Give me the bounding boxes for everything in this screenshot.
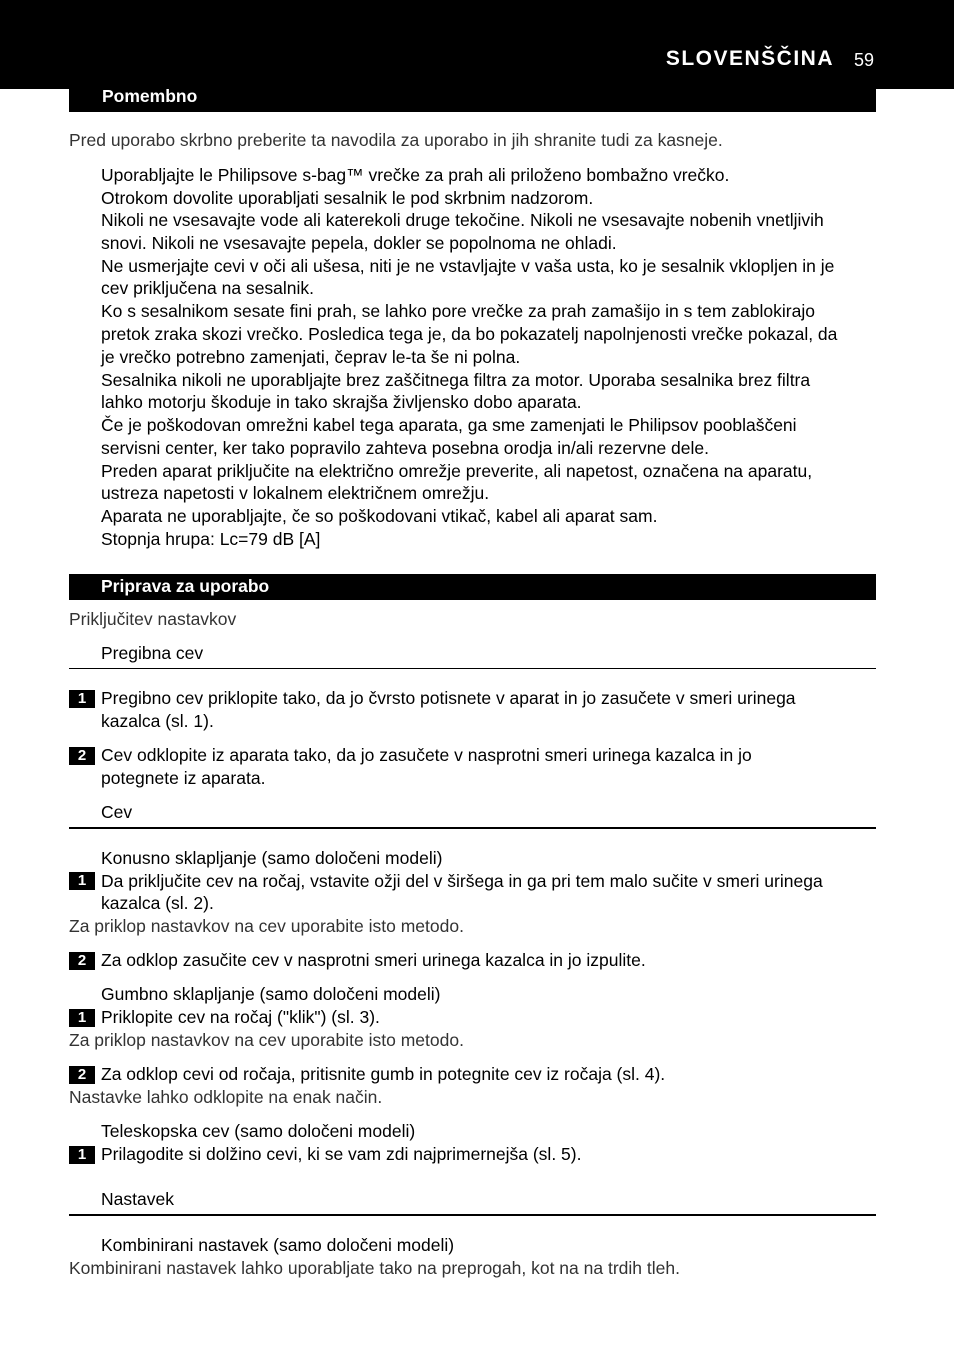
step-text: Prilagodite si dolžino cevi, ki se vam zdi najprimernejša (sl. 5).: [101, 1144, 582, 1164]
step-number: 1: [69, 1009, 95, 1027]
note-text: Nastavke lahko odklopite na enak način.: [69, 1087, 383, 1107]
warning-line: Ne usmerjajte cevi v oči ali ušesa, niti je ne vstavljajte v vaša usta, ko je sesalnik vklopljen in je: [101, 256, 835, 276]
warning-line: Uporabljajte le Philipsove s-bag™ vrečke za prah ali priloženo bombažno vrečko.: [101, 165, 730, 185]
warning-line: Če je poškodovan omrežni kabel tega aparata, ga sme zamenjati le Philipsov pooblaščeni: [101, 415, 797, 435]
step-number: 1: [69, 690, 95, 708]
step-text: Cev odklopite iz aparata tako, da jo zasučete v nasprotni smeri urinega kazalca in jo: [101, 745, 752, 765]
subheading-gumbno: Gumbno sklapljanje (samo določeni modeli): [101, 984, 441, 1004]
note-text: Za priklop nastavkov na cev uporabite isto metodo.: [69, 916, 464, 936]
warning-line: servisni center, ker tako popravilo zahteva posebna orodja in/ali rezervne dele.: [101, 438, 709, 458]
warning-line: pretok zraka skozi vrečko. Posledica tega je, da bo pokazatelj napolnjenosti vrečke pokazal, da: [101, 324, 838, 344]
step-text: Za odklop zasučite cev v nasprotni smeri urinega kazalca in jo izpulite.: [101, 950, 646, 970]
subheading-konusno: Konusno sklapljanje (samo določeni modeli): [101, 848, 443, 868]
step-text: Za odklop cevi od ročaja, pritisnite gumb in potegnite cev iz ročaja (sl. 4).: [101, 1064, 666, 1084]
subheading-nastavek: Nastavek: [101, 1189, 174, 1209]
step-number: 1: [69, 872, 95, 890]
divider: [69, 827, 876, 829]
warning-line: Sesalnika nikoli ne uporabljajte brez zaščitnega filtra za motor. Uporaba sesalnika brez filtra: [101, 370, 811, 390]
warning-line: Ko s sesalnikom sesate fini prah, se lahko pore vrečke za prah zamašijo in s tem zablokirajo: [101, 301, 815, 321]
divider: [69, 1214, 876, 1216]
step-text: Pregibno cev priklopite tako, da jo čvrsto potisnete v aparat in jo zasučete v smeri urinega: [101, 688, 796, 708]
step-number: 2: [69, 1066, 95, 1084]
intro-text: Pred uporabo skrbno preberite ta navodila za uporabo in jih shranite tudi za kasneje.: [69, 130, 723, 150]
warning-line: snovi. Nikoli ne vsesavajte pepela, dokler se popolnoma ne ohladi.: [101, 233, 617, 253]
subheading-teleskopska: Teleskopska cev (samo določeni modeli): [101, 1121, 416, 1141]
page-number: 59: [853, 50, 874, 70]
step-text: kazalca (sl. 2).: [101, 893, 214, 913]
header-bar: [0, 0, 954, 89]
step-number: 2: [69, 952, 95, 970]
prep-subtitle: Priključitev nastavkov: [69, 609, 237, 629]
section-heading-priprava: Priprava za uporabo: [69, 574, 876, 600]
warning-line: Preden aparat priključite na električno omrežje preverite, ali napetost, označena na aparatu,: [101, 461, 813, 481]
warning-line: je vrečko potrebno zamenjati, čeprav le-ta še ni polna.: [101, 347, 521, 367]
subheading-pregibna-cev: Pregibna cev: [101, 643, 204, 663]
step-text: potegnete iz aparata.: [101, 768, 266, 788]
note-text: Kombinirani nastavek lahko uporabljate tako na preprogah, kot na na trdih tleh.: [69, 1258, 680, 1278]
step-number: 1: [69, 1146, 95, 1164]
step-text: Priklopite cev na ročaj ("klik") (sl. 3).: [101, 1007, 380, 1027]
warning-line: Aparata ne uporabljajte, če so poškodovani vtikač, kabel ali aparat sam.: [101, 506, 658, 526]
warning-line: Stopnja hrupa: Lc=79 dB [A]: [101, 529, 321, 549]
warning-line: Nikoli ne vsesavajte vode ali katerekoli druge tekočine. Nikoli ne vsesavajte nobenih vnetljivih: [101, 210, 824, 230]
subheading-kombinirani: Kombinirani nastavek (samo določeni modeli): [101, 1235, 455, 1255]
warning-line: cev priključena na sesalnik.: [101, 278, 315, 298]
section-heading-pomembno: Pomembno: [69, 83, 876, 112]
warning-line: ustreza napetosti v lokalnem električnem omrežju.: [101, 483, 490, 503]
divider: [69, 668, 876, 669]
step-text: Da priključite cev na ročaj, vstavite ožji del v širšega in ga pri tem malo sučite v smeri urinega: [101, 871, 823, 891]
note-text: Za priklop nastavkov na cev uporabite isto metodo.: [69, 1030, 464, 1050]
warning-line: lahko motorju škoduje in tako skrajša življensko dobo aparata.: [101, 392, 582, 412]
warning-line: Otrokom dovolite uporabljati sesalnik le pod skrbnim nadzorom.: [101, 188, 594, 208]
language-label: SLOVENŠČINA: [665, 47, 834, 70]
subheading-cev: Cev: [101, 802, 133, 822]
step-number: 2: [69, 747, 95, 765]
step-text: kazalca (sl. 1).: [101, 711, 214, 731]
